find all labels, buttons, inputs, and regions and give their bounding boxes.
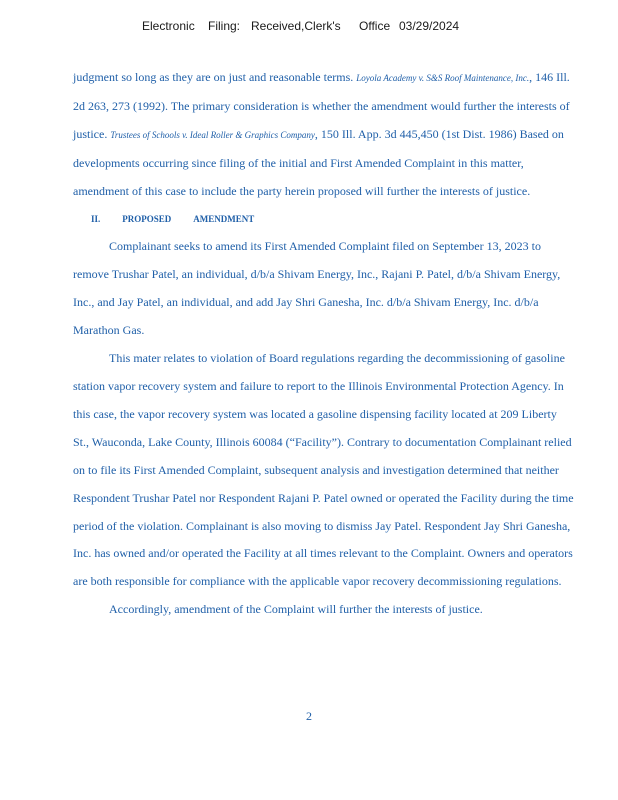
section-title-word: PROPOSED	[122, 213, 172, 224]
paragraph-conclusion: Accordingly, amendment of the Complaint will further the interests of justice.	[109, 602, 483, 617]
section-number: II.	[91, 213, 101, 224]
text-run: , 146 Ill. 2d 263, 273 (1992). The primary consideration is whether the amendment would further the interests of justice.	[73, 70, 570, 141]
text-run: judgment so long as they are on just and reasonable terms.	[73, 70, 354, 84]
paragraph-facts: This mater relates to violation of Board regulations regarding the decommissioning of gasoline station vapor recovery system and failure to report to the Illinois Environmental Protection Agency. In this case, the vapor recovery system was located a gasoline dispensing facility located at 209 Liberty St., Wauconda, Lake County, Illinois 60084 (“Facility”). Contrary to documentation Complainant relied on to file its First Amended Complaint, subsequent analysis and investigation determined that neither Respondent Trushar Patel nor Respondent Rajani P. Patel owned or operated the Facility during the time period of the violation. Complainant is also moving to dismiss Jay Patel. Respondent Jay Shri Ganesha, Inc. has owned and/or operated the Facility at all times relevant to the Complaint. Owners and operators are both responsible for compliance with the applicable vapor recovery decommissioning regulations.	[73, 351, 574, 589]
section-heading	[73, 206, 575, 234]
text-run: , 150 Ill. App. 3d 445,450 (1st Dist. 1986) Based on developments occurring since filing of the initial and First Amended Complaint in this matter, amendment of this case to include the party herein proposed will further the interests of justice.	[73, 126, 564, 198]
page-number: 2	[306, 709, 312, 723]
section-title-word: AMENDMENT	[193, 213, 255, 224]
header-word: Office	[359, 19, 391, 33]
header-word: Received,Clerk's	[251, 19, 341, 33]
document-body	[73, 64, 575, 624]
header-word: Electronic	[142, 19, 195, 33]
paragraph-standard	[73, 64, 575, 206]
case-citation-trustees: Trustees of Schools v. Ideal Roller & Graphics Company	[110, 129, 315, 140]
header-word: Filing:	[208, 19, 241, 33]
case-citation-loyola: Loyola Academy v. S&S Roof Maintenance, Inc.	[356, 73, 530, 83]
header-date: 03/29/2024	[399, 19, 460, 33]
paragraph-proposed-amendment: Complainant seeks to amend its First Amended Complaint filed on September 13, 2023 to remove Trushar Patel, an individual, d/b/a Shivam Energy, Inc., Rajani P. Patel, d/b/a Shivam Energy, Inc., and Jay Patel, an individual, and add Jay Shri Ganesha, Inc. d/b/a Shivam Energy, Inc. d/b/a Marathon Gas.	[73, 239, 561, 338]
